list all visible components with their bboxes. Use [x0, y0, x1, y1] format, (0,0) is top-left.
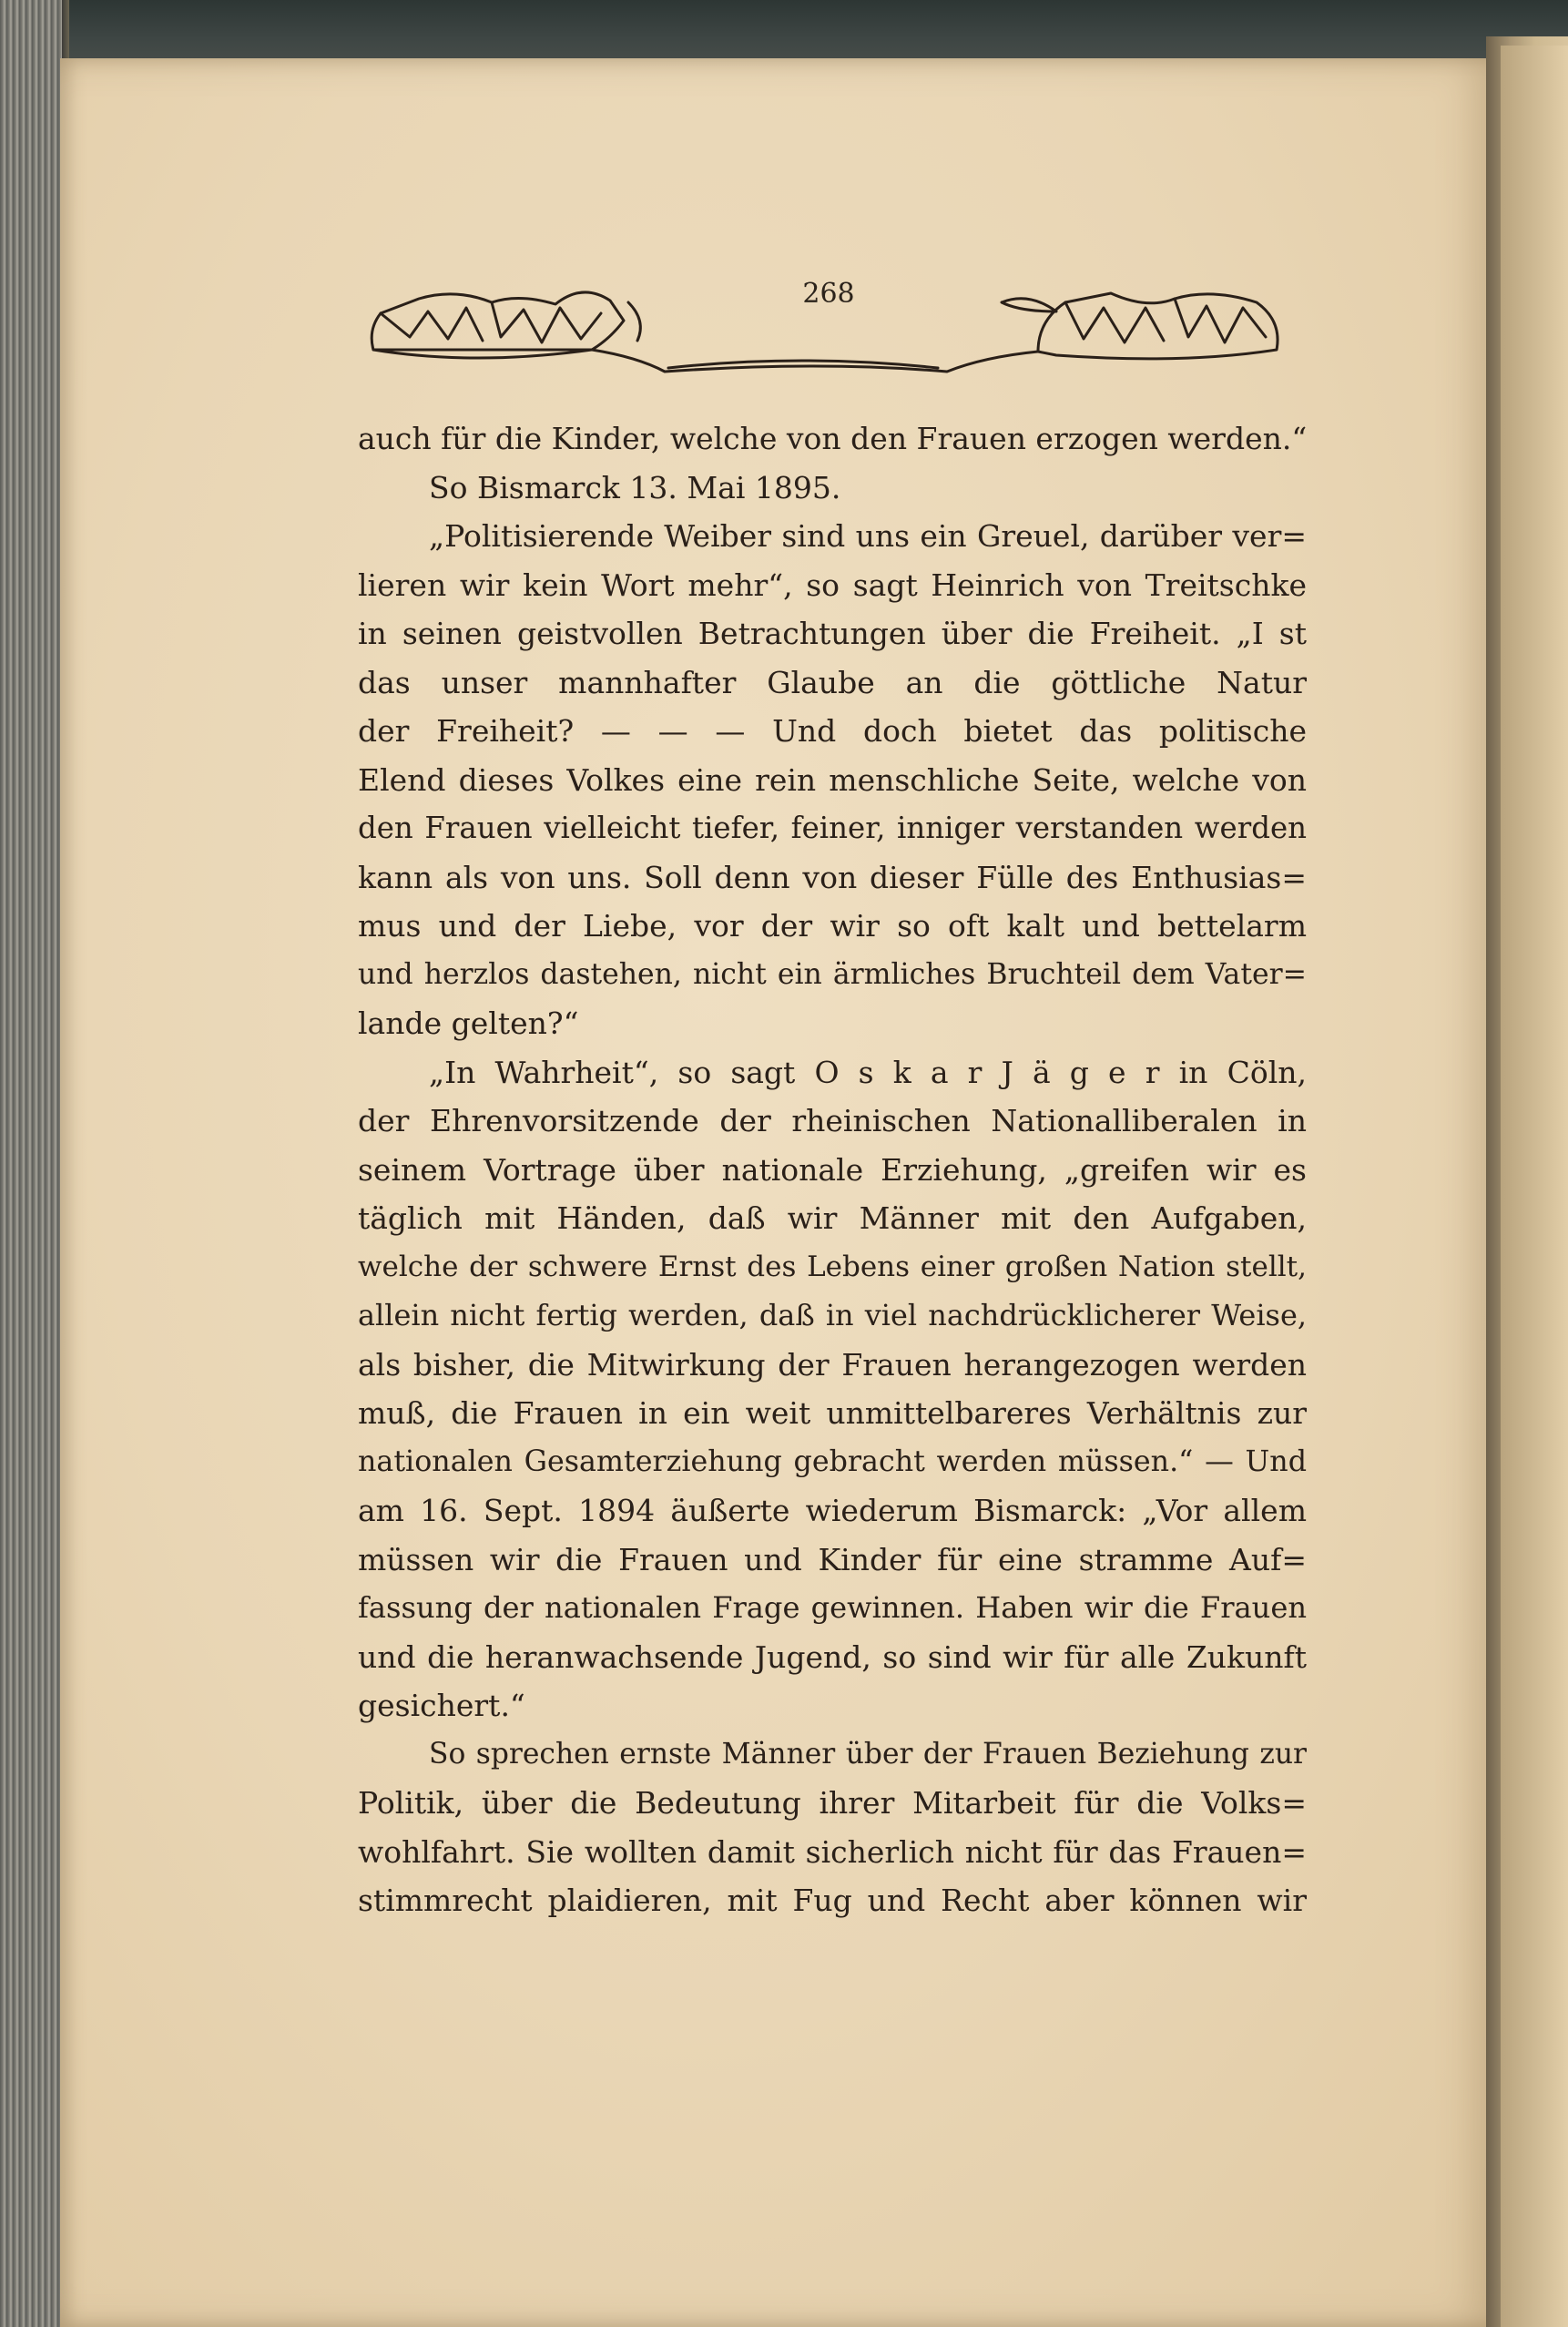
facing-page-edge: [1501, 46, 1568, 2327]
text-line: kann als von uns. Soll denn von dieser Fülle des Enthusias=: [358, 859, 1307, 895]
text-line: „Politisierende Weiber sind uns ein Greuel, darüber ver=: [429, 518, 1307, 554]
text-line: welche der schwere Ernst des Lebens einer großen Nation stellt,: [358, 1250, 1307, 1283]
text-line: den Frauen vielleicht tiefer, feiner, inniger verstanden werden: [358, 811, 1307, 845]
page-number: 268: [802, 278, 855, 310]
text-line: fassung der nationalen Frage gewinnen. Haben wir die Frauen: [358, 1590, 1307, 1625]
text-line: wohlfahrt. Sie wollten damit sicherlich nicht für das Frauen=: [358, 1833, 1307, 1870]
text-line: müssen wir die Frauen und Kinder für eine stramme Auf=: [358, 1541, 1307, 1577]
text-line: So Bismarck 13. Mai 1895.: [429, 469, 841, 505]
text-line: Elend dieses Volkes eine rein menschliche Seite, welche von: [358, 761, 1307, 798]
text-line: der Freiheit? — — — Und doch bietet das politische: [358, 713, 1307, 749]
page-stack-edge: [0, 0, 64, 2327]
text-line: lande gelten?“: [358, 1005, 579, 1041]
text-line: mus und der Liebe, vor der wir so oft kalt und bettelarm: [358, 908, 1307, 944]
text-line: gesichert.“: [358, 1688, 525, 1723]
text-line: Politik, über die Bedeutung ihrer Mitarbeit für die Volks=: [358, 1785, 1307, 1821]
text-line: stimmrecht plaidieren, mit Fug und Recht aber können wir: [358, 1883, 1307, 1918]
text-line: „In Wahrheit“, so sagt O s k a r J ä g e r in Cöln,: [429, 1054, 1307, 1090]
text-line: auch für die Kinder, welche von den Frauen erzogen werden.“: [358, 421, 1308, 456]
text-line: nationalen Gesamterziehung gebracht werden müssen.“ — Und: [358, 1444, 1307, 1478]
text-line: und die heranwachsende Jugend, so sind wir für alle Zukunft: [358, 1638, 1307, 1675]
text-line: täglich mit Händen, daß wir Männer mit den Aufgaben,: [358, 1200, 1307, 1236]
body-text: [358, 414, 1307, 1925]
text-line: muß, die Frauen in ein weit unmittelbareres Verhältnis zur: [358, 1395, 1307, 1431]
text-line: am 16. Sept. 1894 äußerte wiederum Bismarck: „Vor allem: [358, 1493, 1307, 1528]
text-line: seinem Vortrage über nationale Erziehung, „greifen wir es: [358, 1151, 1307, 1188]
text-line: in seinen geistvollen Betrachtungen über die Freiheit. „I st: [358, 616, 1307, 651]
text-line: und herzlos dastehen, nicht ein ärmliches Bruchteil dem Vater=: [358, 957, 1307, 991]
text-line: So sprechen ernste Männer über der Frauen Beziehung zur: [429, 1737, 1307, 1771]
text-line: das unser mannhafter Glaube an die göttliche Natur: [358, 664, 1307, 700]
text-line: der Ehrenvorsitzende der rheinischen Nationalliberalen in: [358, 1103, 1307, 1138]
text-line: allein nicht fertig werden, daß in viel nachdrücklicherer Weise,: [358, 1298, 1307, 1332]
text-line: als bisher, die Mitwirkung der Frauen herangezogen werden: [358, 1346, 1307, 1383]
text-line: lieren wir kein Wort mehr“, so sagt Heinrich von Treitschke: [358, 566, 1307, 603]
